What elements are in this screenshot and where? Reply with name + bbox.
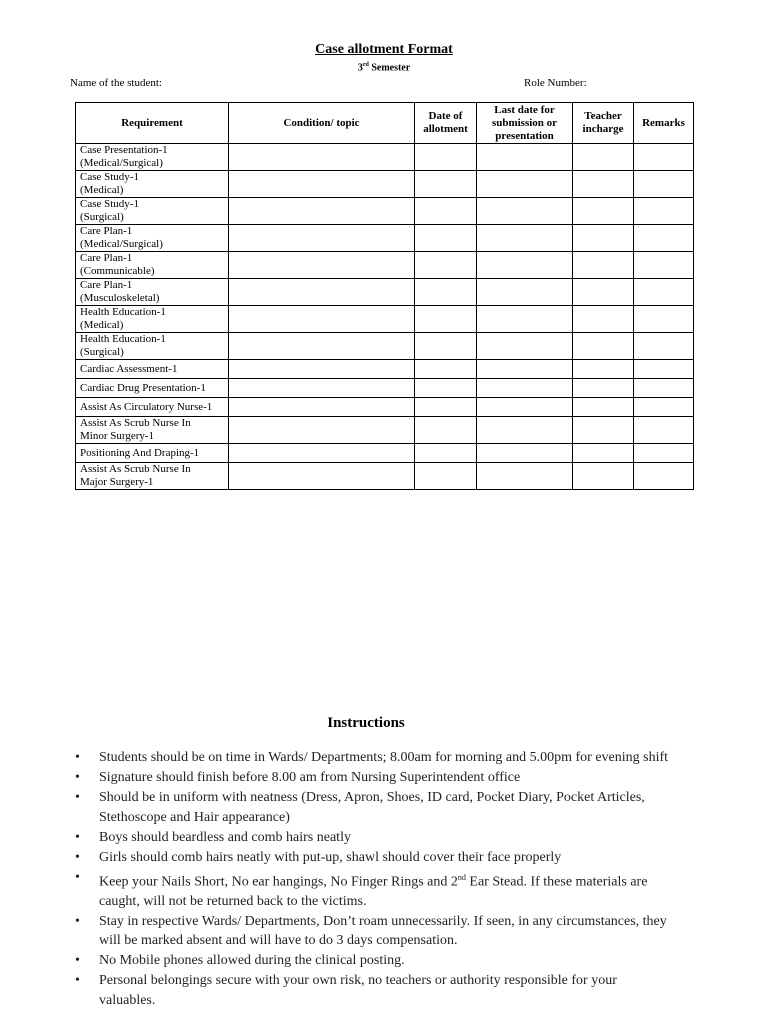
semester-word: Semester	[368, 62, 411, 74]
instruction-text: Boys should beardless and comb hairs neatly	[99, 829, 351, 845]
column-header: Last date for submission or presentation	[477, 103, 573, 144]
student-name-label: Name of the student:	[70, 77, 162, 89]
empty-cell[interactable]	[229, 398, 415, 417]
bullet-icon: •	[75, 790, 80, 805]
requirement-cell	[76, 398, 229, 417]
requirement-line: Care Plan-1	[80, 225, 133, 237]
list-item	[75, 912, 675, 951]
column-header: Date of allotment	[415, 103, 477, 144]
empty-cell[interactable]	[477, 444, 573, 463]
list-item	[75, 971, 675, 1010]
empty-cell[interactable]	[634, 279, 694, 306]
table-row	[76, 279, 694, 306]
empty-cell[interactable]	[229, 379, 415, 398]
requirement-line: (Musculoskeletal)	[80, 292, 160, 304]
empty-cell[interactable]	[573, 417, 634, 444]
column-header: Remarks	[634, 103, 694, 144]
document-title: Case allotment Format	[315, 42, 453, 57]
empty-cell[interactable]	[634, 306, 694, 333]
instruction-text: Should be in uniform with neatness (Dress, Apron, Shoes, ID card, Pocket Diary, Pocket Articles, Stethoscope and Hair appearance)	[99, 790, 645, 825]
instruction-text: Girls should comb hairs neatly with put-up, shawl should cover their face properly	[99, 849, 562, 865]
bullet-icon: •	[75, 750, 80, 765]
empty-cell[interactable]	[477, 360, 573, 379]
empty-cell[interactable]	[634, 225, 694, 252]
empty-cell[interactable]	[415, 252, 477, 279]
empty-cell[interactable]	[415, 198, 477, 225]
empty-cell[interactable]	[415, 144, 477, 171]
empty-cell[interactable]	[415, 444, 477, 463]
roll-number-label: Role Number:	[524, 77, 587, 89]
empty-cell[interactable]	[415, 225, 477, 252]
list-item	[75, 868, 675, 912]
bullet-icon: •	[75, 770, 80, 785]
empty-cell[interactable]	[229, 225, 415, 252]
empty-cell[interactable]	[573, 398, 634, 417]
requirement-cell	[76, 333, 229, 360]
empty-cell[interactable]	[415, 360, 477, 379]
requirement-line: (Medical/Surgical)	[80, 157, 163, 169]
table-row	[76, 333, 694, 360]
empty-cell[interactable]	[415, 417, 477, 444]
requirement-cell	[76, 252, 229, 279]
empty-cell[interactable]	[573, 279, 634, 306]
table-row	[76, 306, 694, 333]
empty-cell[interactable]	[415, 379, 477, 398]
instruction-text: Stay in respective Wards/ Departments, Don’t roam unnecessarily. If seen, in any circumstances, they will be marked absent and will have to do 3 days compensation.	[99, 913, 667, 949]
requirement-line: (Medical/Surgical)	[80, 238, 163, 250]
empty-cell[interactable]	[477, 463, 573, 490]
requirement-line: Health Education-1	[80, 306, 166, 318]
empty-cell[interactable]	[415, 171, 477, 198]
bullet-icon: •	[75, 913, 80, 929]
empty-cell[interactable]	[229, 144, 415, 171]
table-row	[76, 225, 694, 252]
empty-cell[interactable]	[229, 360, 415, 379]
requirement-cell	[76, 360, 229, 379]
table-body	[76, 144, 694, 490]
empty-cell[interactable]	[229, 417, 415, 444]
table-row	[76, 463, 694, 490]
empty-cell[interactable]	[573, 444, 634, 463]
requirement-line: Case Presentation-1	[80, 144, 168, 156]
table-row	[76, 379, 694, 398]
semester-number: 3	[357, 62, 363, 74]
empty-cell[interactable]	[415, 463, 477, 490]
list-item	[75, 848, 675, 868]
requirement-line: Cardiac Assessment-1	[80, 362, 178, 375]
bullet-icon: •	[75, 953, 80, 969]
table-row	[76, 171, 694, 198]
table-row	[76, 398, 694, 417]
empty-cell[interactable]	[573, 144, 634, 171]
table-row	[76, 144, 694, 171]
bullet-icon: •	[75, 849, 80, 865]
empty-cell[interactable]	[634, 333, 694, 360]
requirement-cell	[76, 198, 229, 225]
empty-cell[interactable]	[229, 252, 415, 279]
requirement-line: (Surgical)	[80, 346, 124, 358]
empty-cell[interactable]	[634, 444, 694, 463]
bullet-icon: •	[75, 829, 80, 845]
empty-cell[interactable]	[573, 306, 634, 333]
requirement-cell	[76, 306, 229, 333]
bullet-icon: •	[75, 973, 80, 989]
empty-cell[interactable]	[634, 198, 694, 225]
list-item	[75, 788, 675, 827]
requirement-line: (Medical)	[80, 319, 124, 331]
empty-cell[interactable]	[477, 279, 573, 306]
case-allotment-table	[75, 102, 694, 490]
empty-cell[interactable]	[573, 171, 634, 198]
empty-cell[interactable]	[573, 379, 634, 398]
requirement-line: Care Plan-1	[80, 279, 133, 291]
instruction-text: Keep your Nails Short, No ear hangings, No Finger Rings and 2	[99, 874, 458, 890]
empty-cell[interactable]	[477, 398, 573, 417]
empty-cell[interactable]	[229, 171, 415, 198]
requirement-line: Positioning And Draping-1	[80, 446, 200, 459]
empty-cell[interactable]	[477, 417, 573, 444]
list-item	[75, 951, 675, 971]
requirement-cell	[76, 144, 229, 171]
empty-cell[interactable]	[229, 463, 415, 490]
requirement-line: Assist As Scrub Nurse In	[80, 417, 191, 429]
table-row	[76, 360, 694, 379]
instruction-text: Personal belongings secure with your own risk, no teachers or authority responsible for your valuables.	[99, 973, 617, 1008]
empty-cell[interactable]	[477, 225, 573, 252]
requirement-line: Case Study-1	[80, 198, 139, 210]
empty-cell[interactable]	[634, 252, 694, 279]
empty-cell[interactable]	[477, 379, 573, 398]
empty-cell[interactable]	[573, 463, 634, 490]
requirement-line: Care Plan-1	[80, 252, 133, 264]
instruction-text: Ear Stead. If these materials are caught, will not be returned back to the victims.	[99, 874, 648, 909]
requirement-cell	[76, 379, 229, 398]
requirement-line: (Medical)	[80, 184, 124, 196]
requirement-line: (Communicable)	[80, 265, 155, 277]
empty-cell[interactable]	[573, 198, 634, 225]
instructions-list	[75, 748, 675, 1011]
requirement-line: Health Education-1	[80, 333, 166, 345]
empty-cell[interactable]	[229, 444, 415, 463]
empty-cell[interactable]	[573, 333, 634, 360]
empty-cell[interactable]	[229, 306, 415, 333]
empty-cell[interactable]	[477, 252, 573, 279]
ordinal-suffix: nd	[457, 872, 466, 882]
list-item	[75, 828, 675, 848]
bullet-icon: •	[75, 869, 80, 885]
requirement-cell	[76, 225, 229, 252]
table-header-row	[76, 103, 694, 144]
instruction-text: Students should be on time in Wards/ Departments; 8.00am for morning and 5.00pm for evening shift	[99, 750, 669, 765]
empty-cell[interactable]	[477, 144, 573, 171]
semester-suffix: rd	[362, 62, 369, 68]
requirement-line: Assist As Scrub Nurse In	[80, 463, 191, 475]
table-row	[76, 252, 694, 279]
empty-cell[interactable]	[477, 171, 573, 198]
empty-cell[interactable]	[634, 171, 694, 198]
empty-cell[interactable]	[229, 333, 415, 360]
table-row	[76, 417, 694, 444]
requirement-cell	[76, 171, 229, 198]
semester-label	[0, 62, 768, 73]
empty-cell[interactable]	[634, 417, 694, 444]
empty-cell[interactable]	[634, 379, 694, 398]
empty-cell[interactable]	[573, 225, 634, 252]
list-item	[75, 748, 675, 768]
empty-cell[interactable]	[229, 198, 415, 225]
requirement-cell	[76, 279, 229, 306]
instruction-text: No Mobile phones allowed during the clinical posting.	[99, 953, 405, 969]
table-row	[76, 444, 694, 463]
requirement-line: Cardiac Drug Presentation-1	[80, 381, 206, 394]
column-header: Requirement	[76, 103, 229, 144]
list-item	[75, 768, 675, 788]
requirement-line: Case Study-1	[80, 171, 139, 183]
requirement-line: (Surgical)	[80, 211, 124, 223]
empty-cell[interactable]	[477, 306, 573, 333]
requirement-line: Assist As Circulatory Nurse-1	[80, 400, 213, 413]
instructions-title: Instructions	[327, 715, 405, 731]
empty-cell[interactable]	[415, 398, 477, 417]
empty-cell[interactable]	[477, 333, 573, 360]
empty-cell[interactable]	[229, 279, 415, 306]
empty-cell[interactable]	[634, 144, 694, 171]
empty-cell[interactable]	[415, 333, 477, 360]
requirement-cell	[76, 417, 229, 444]
empty-cell[interactable]	[573, 252, 634, 279]
empty-cell[interactable]	[477, 198, 573, 225]
requirement-cell	[76, 463, 229, 490]
requirement-line: Minor Surgery-1	[80, 430, 155, 442]
requirement-line: Major Surgery-1	[80, 476, 154, 488]
column-header: Teacher incharge	[573, 103, 634, 144]
empty-cell[interactable]	[634, 398, 694, 417]
requirement-cell	[76, 444, 229, 463]
empty-cell[interactable]	[634, 463, 694, 490]
table-row	[76, 198, 694, 225]
empty-cell[interactable]	[573, 360, 634, 379]
column-header: Condition/ topic	[229, 103, 415, 144]
empty-cell[interactable]	[415, 279, 477, 306]
empty-cell[interactable]	[634, 360, 694, 379]
instruction-text: Signature should finish before 8.00 am from Nursing Superintendent office	[99, 770, 521, 785]
empty-cell[interactable]	[415, 306, 477, 333]
